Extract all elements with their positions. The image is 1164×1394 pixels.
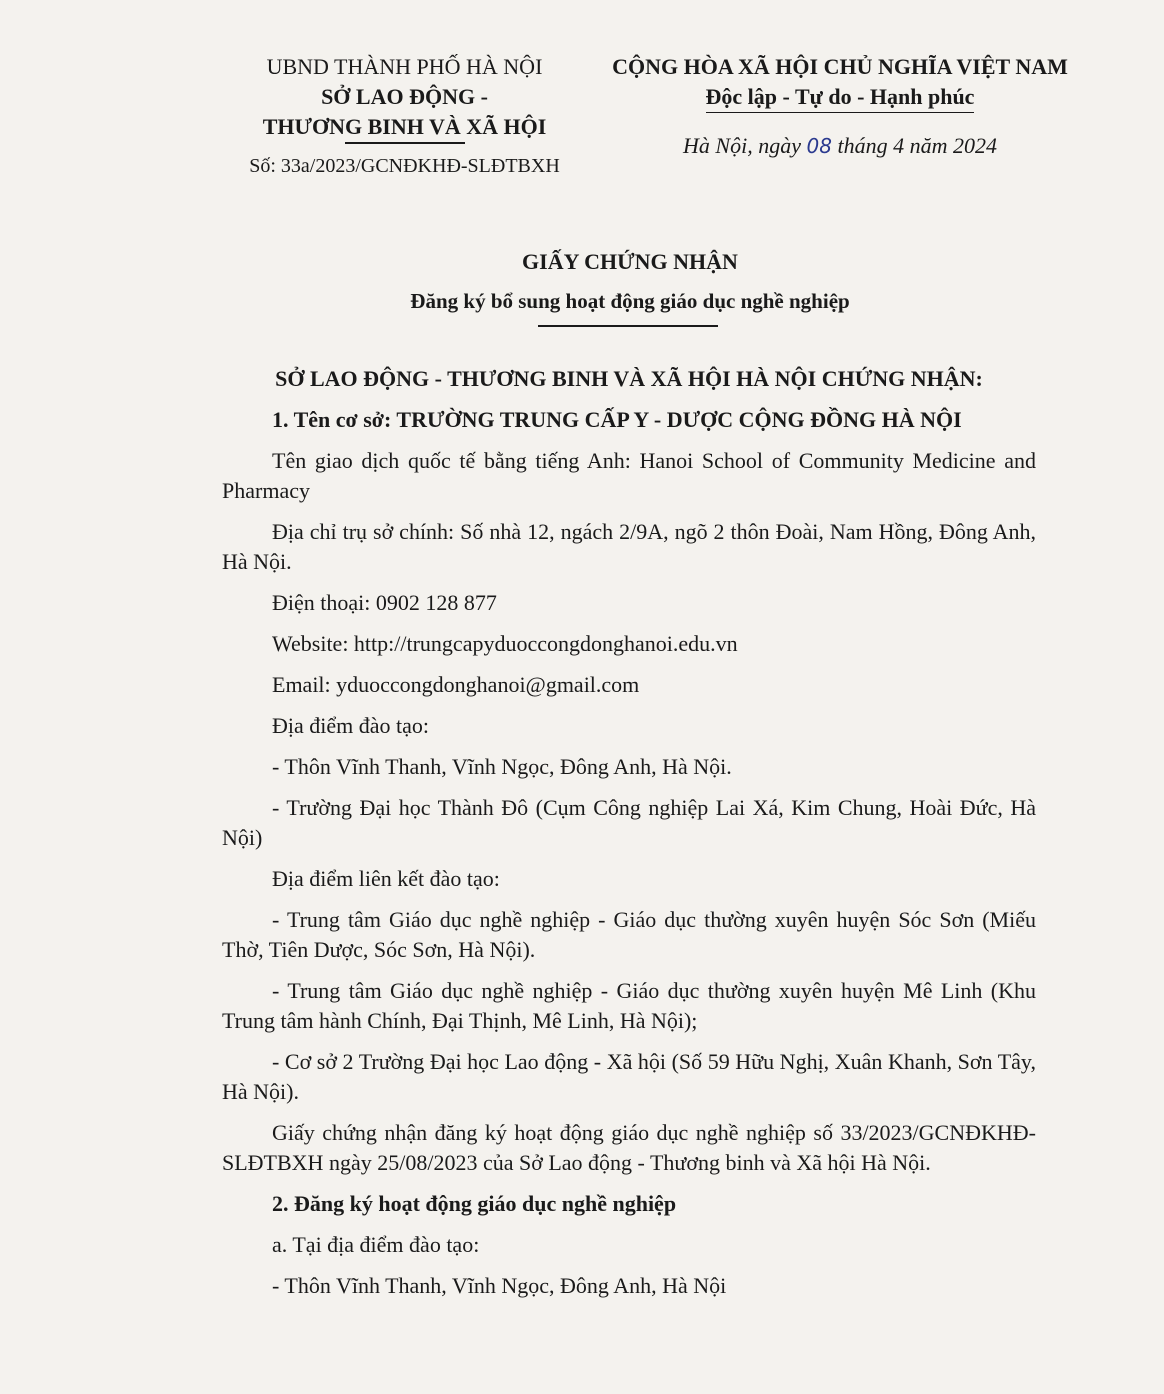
section1-label: 1. Tên cơ sở: xyxy=(272,407,397,432)
website-paragraph: Website: http://trungcapyduoccongdonghanoi.edu.vn xyxy=(272,631,738,656)
linked-sites-label: Địa điểm liên kết đào tạo: xyxy=(272,866,500,891)
document-subtitle: Đăng ký bổ sung hoạt động giáo dục nghề nghiệp xyxy=(410,289,850,313)
issuer-header xyxy=(222,52,587,180)
section1-school-name: TRƯỜNG TRUNG CẤP Y - DƯỢC CỘNG ĐỒNG HÀ NỘI xyxy=(396,407,962,432)
issue-date-prefix: Hà Nội, ngày xyxy=(683,133,801,158)
training-site-2: - Trường Đại học Thành Đô (Cụm Công nghiệp Lai Xá, Kim Chung, Hoài Đức, Hà Nội) xyxy=(222,795,1036,850)
intl-name-paragraph: Tên giao dịch quốc tế bằng tiếng Anh: Hanoi School of Community Medicine and Pharmacy xyxy=(222,448,1036,503)
section2a-label: a. Tại địa điểm đào tạo: xyxy=(272,1232,480,1257)
issuer-city-committee: UBND THÀNH PHỐ HÀ NỘI xyxy=(266,54,543,79)
national-title: CỘNG HÒA XÃ HỘI CHỦ NGHĨA VIỆT NAM xyxy=(612,54,1068,79)
subtitle-divider xyxy=(538,325,718,327)
linked-site-3: - Cơ sở 2 Trường Đại học Lao động - Xã hội (Số 59 Hữu Nghị, Xuân Khanh, Sơn Tây, Hà Nội). xyxy=(222,1049,1036,1104)
issue-date-suffix: tháng 4 năm 2024 xyxy=(837,133,997,158)
email-paragraph: Email: yduoccongdonghanoi@gmail.com xyxy=(272,672,640,697)
issue-date xyxy=(585,131,1095,161)
national-header xyxy=(585,52,1095,161)
section2-heading: 2. Đăng ký hoạt động giáo dục nghề nghiệp xyxy=(272,1191,677,1216)
address-paragraph: Địa chỉ trụ sở chính: Số nhà 12, ngách 2/9A, ngõ 2 thôn Đoài, Nam Hồng, Đông Anh, Hà Nội. xyxy=(222,519,1036,574)
training-sites-label: Địa điểm đào tạo: xyxy=(272,713,430,738)
issuer-divider xyxy=(345,142,465,144)
linked-site-1: - Trung tâm Giáo dục nghề nghiệp - Giáo dục thường xuyên huyện Sóc Sơn (Miếu Thờ, Tiên Dược, Sóc Sơn, Hà Nội). xyxy=(222,907,1036,962)
certify-heading: SỞ LAO ĐỘNG - THƯƠNG BINH VÀ XÃ HỘI HÀ NỘI CHỨNG NHẬN: xyxy=(275,366,983,391)
issue-date-day-handwritten: 08 xyxy=(806,134,832,158)
prior-certificate-paragraph: Giấy chứng nhận đăng ký hoạt động giáo dục nghề nghiệp số 33/2023/GCNĐKHĐ-SLĐTBXH ngày 25/08/2023 của Sở Lao động - Thương binh và Xã hội Hà Nội. xyxy=(222,1120,1036,1175)
section1-paragraph xyxy=(222,405,1036,435)
phone-paragraph: Điện thoại: 0902 128 877 xyxy=(272,590,497,615)
issuer-department-line1: SỞ LAO ĐỘNG - xyxy=(321,84,488,109)
linked-site-2: - Trung tâm Giáo dục nghề nghiệp - Giáo dục thường xuyên huyện Mê Linh (Khu Trung tâm hành Chính, Đại Thịnh, Mê Linh, Hà Nội); xyxy=(222,978,1036,1033)
issuer-department-line2: THƯƠNG BINH VÀ XÃ HỘI xyxy=(262,114,547,139)
training-site-1: - Thôn Vĩnh Thanh, Vĩnh Ngọc, Đông Anh, Hà Nội. xyxy=(272,754,732,779)
document-title: GIẤY CHỨNG NHẬN xyxy=(522,249,738,274)
document-body xyxy=(222,364,1036,1301)
national-motto: Độc lập - Tự do - Hạnh phúc xyxy=(706,82,975,113)
section2a-site: - Thôn Vĩnh Thanh, Vĩnh Ngọc, Đông Anh, Hà Nội xyxy=(272,1273,727,1298)
document-number: Số: 33a/2023/GCNĐKHĐ-SLĐTBXH xyxy=(249,154,560,177)
